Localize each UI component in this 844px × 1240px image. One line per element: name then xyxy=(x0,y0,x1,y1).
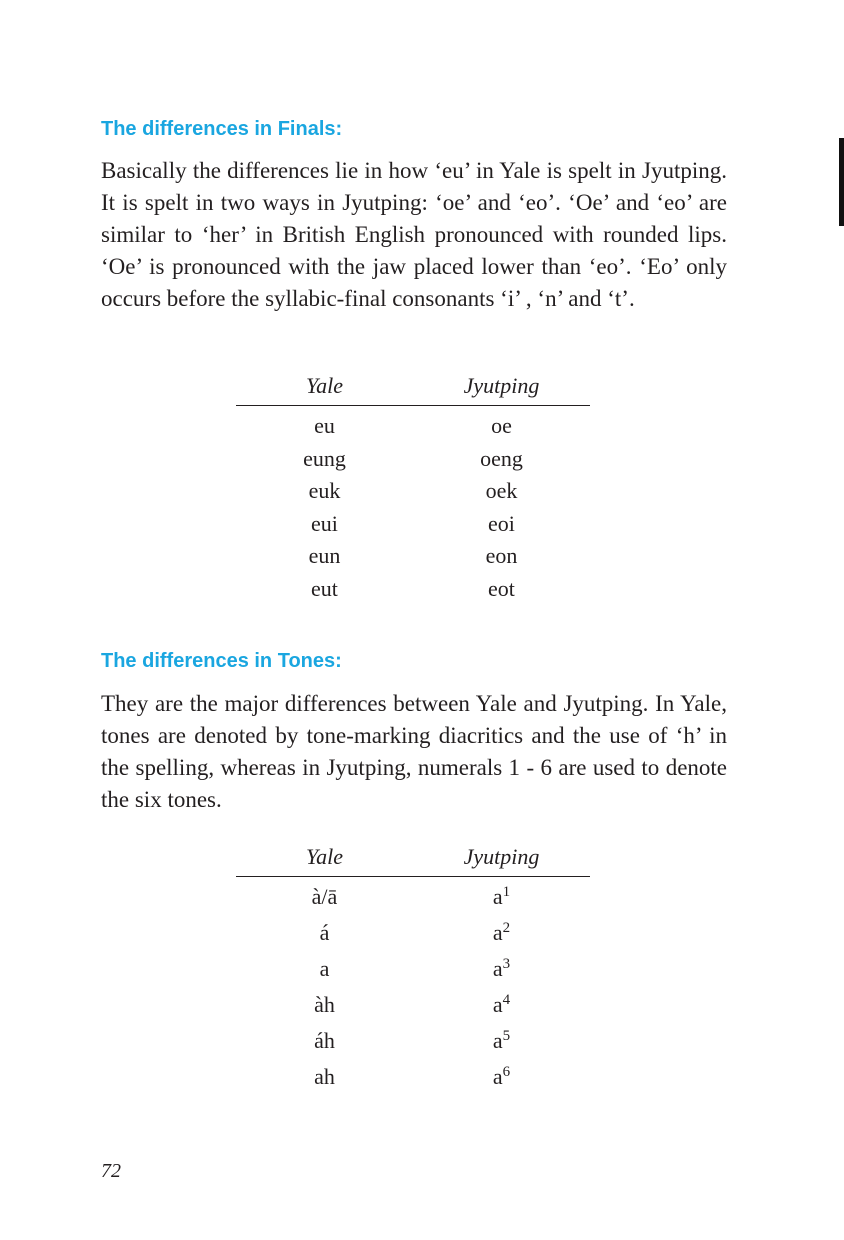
table-row xyxy=(236,475,590,508)
jyutping-cell xyxy=(413,1023,590,1059)
jyutping-cell: oe xyxy=(491,413,512,438)
page-number: 72 xyxy=(101,1160,121,1182)
yale-cell: eu xyxy=(314,413,335,438)
jyutping-cell xyxy=(413,1059,590,1095)
finals-table-header xyxy=(236,371,590,406)
jyutping-base: a xyxy=(492,1064,503,1089)
yale-cell: á xyxy=(319,920,330,945)
jyutping-base: a xyxy=(492,956,503,981)
finals-table xyxy=(236,371,590,605)
finals-header-jyutping: Jyutping xyxy=(463,373,540,398)
tone-number: 1 xyxy=(502,884,511,900)
tones-paragraph: They are the major differences between Yale and Jyutping. In Yale, tones are denoted by tone-marking diacritics and the use of ‘h’ in the spelling, whereas in Jyutping, numerals 1 - 6 are used to denote the six tones. xyxy=(101,691,727,812)
finals-heading: The differences in Finals: xyxy=(101,118,343,140)
tone-number: 2 xyxy=(502,920,511,936)
tones-table-body xyxy=(236,879,590,1095)
jyutping-cell: oek xyxy=(485,478,518,503)
yale-cell: a xyxy=(319,956,330,981)
jyutping-base: a xyxy=(492,884,503,909)
table-row xyxy=(236,1023,590,1059)
yale-cell: eui xyxy=(311,510,338,536)
jyutping-base: a xyxy=(492,992,503,1017)
table-row xyxy=(236,915,590,951)
jyutping-cell: eoi xyxy=(488,510,515,536)
jyutping-base: a xyxy=(492,1028,503,1053)
table-row xyxy=(236,508,590,541)
jyutping-cell xyxy=(413,951,590,987)
yale-cell: eun xyxy=(308,543,341,568)
jyutping-cell: eot xyxy=(488,575,515,601)
tones-table-header xyxy=(236,842,590,877)
jyutping-base: a xyxy=(492,920,503,945)
finals-paragraph: Basically the differences lie in how ‘eu’ in Yale is spelt in Jyutping. It is spelt in two ways in Jyutping: ‘oe’ and ‘eo’. ‘Oe’ and ‘eo’ are similar to ‘her’ in British English pronounced with rounded lips. ‘Oe’ is pronounced with the jaw placed lower than ‘eo’. ‘Eo’ only occurs before the syllabic-final consonants ‘i’ , ‘n’ and ‘t’. xyxy=(101,158,727,311)
table-row xyxy=(236,443,590,476)
yale-cell: eung xyxy=(303,445,346,471)
jyutping-cell: oeng xyxy=(480,445,523,471)
jyutping-cell xyxy=(413,915,590,951)
yale-cell: eut xyxy=(311,575,338,601)
finals-table-body xyxy=(236,410,590,605)
table-row xyxy=(236,410,590,443)
table-row xyxy=(236,987,590,1023)
table-row xyxy=(236,540,590,573)
yale-cell: ah xyxy=(314,1064,335,1089)
tones-table xyxy=(236,842,590,1095)
edge-stripe xyxy=(839,138,844,226)
tones-heading: The differences in Tones: xyxy=(101,650,342,672)
jyutping-cell xyxy=(413,879,590,915)
table-row xyxy=(236,879,590,915)
tone-number: 3 xyxy=(502,956,511,972)
finals-header-yale: Yale xyxy=(305,373,344,398)
tone-number: 6 xyxy=(502,1064,511,1080)
table-row xyxy=(236,951,590,987)
tones-header-jyutping: Jyutping xyxy=(463,844,540,869)
yale-cell: à/ā xyxy=(311,884,338,909)
tone-number: 4 xyxy=(502,992,511,1008)
table-row xyxy=(236,573,590,606)
yale-cell: euk xyxy=(308,478,341,503)
jyutping-cell xyxy=(413,987,590,1023)
table-row xyxy=(236,1059,590,1095)
tone-number: 5 xyxy=(502,1028,511,1044)
yale-cell: àh xyxy=(314,992,335,1017)
yale-cell: áh xyxy=(314,1028,335,1053)
jyutping-cell: eon xyxy=(485,543,518,568)
tones-header-yale: Yale xyxy=(305,844,344,869)
